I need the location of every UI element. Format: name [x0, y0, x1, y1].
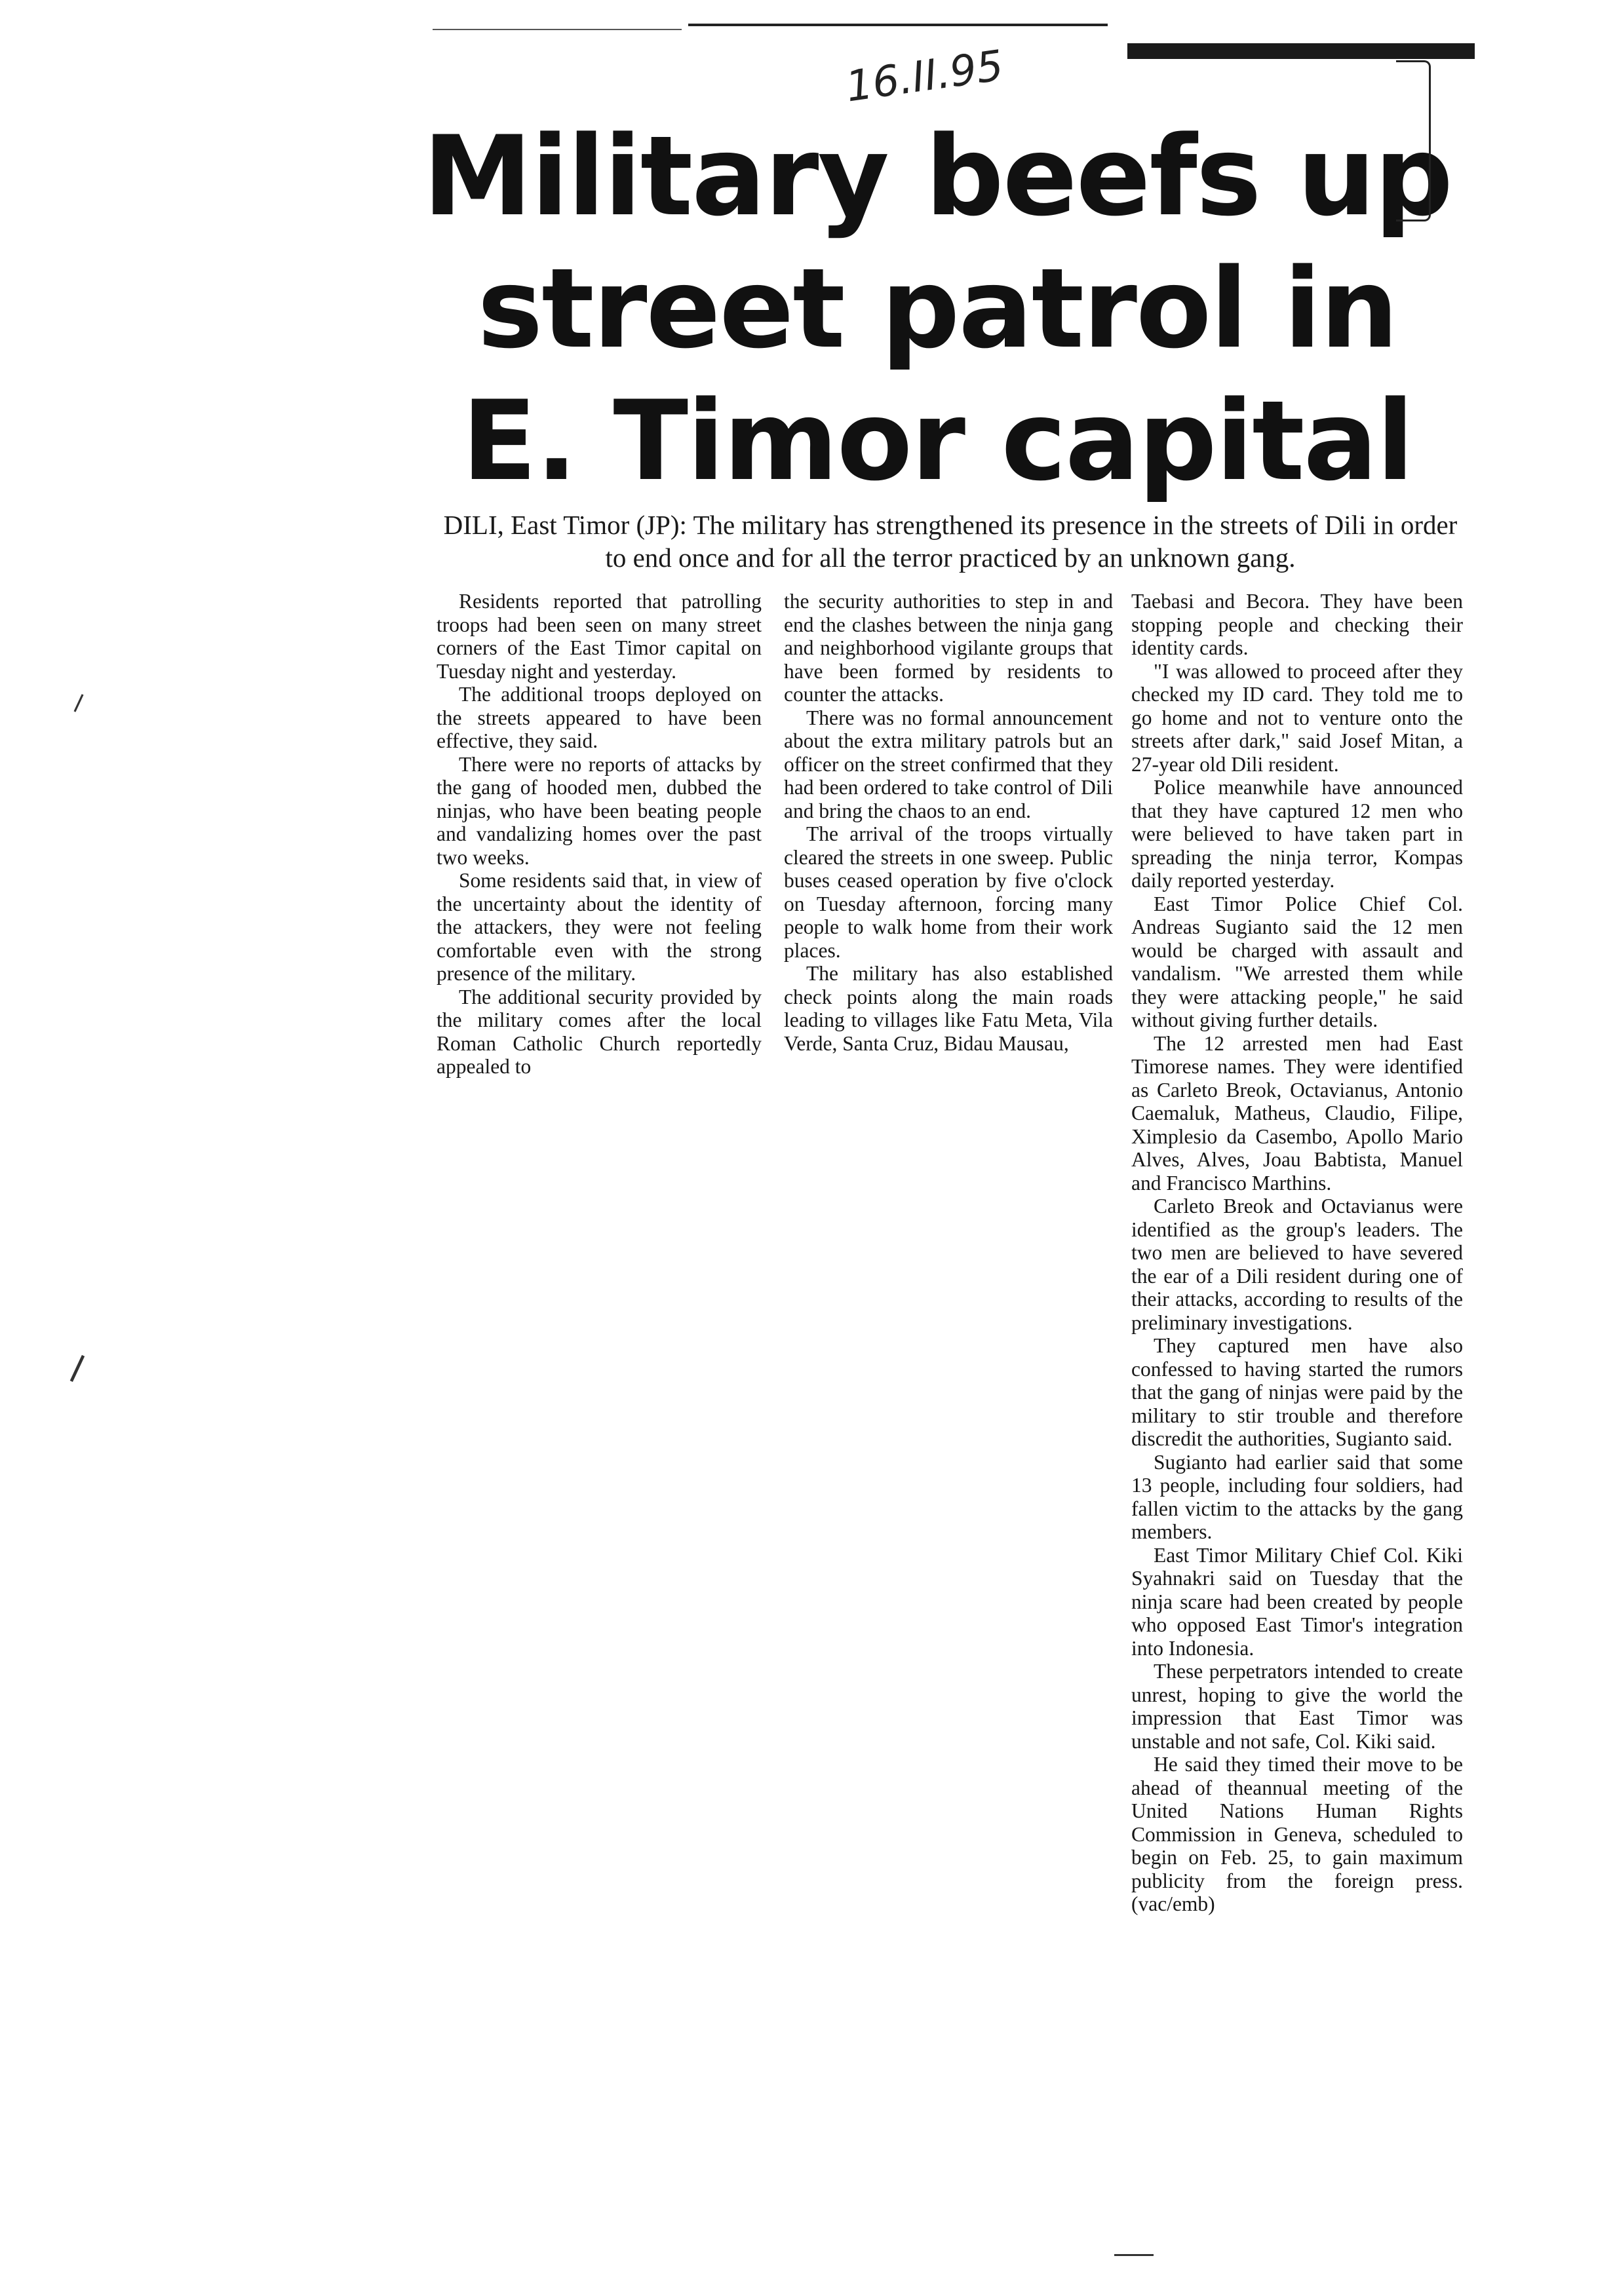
paragraph: Police meanwhile have announced that they have captured 12 men who were believed to have taken part in spreading the ninja terror, Kompas daily reported yesterday.: [1131, 776, 1463, 892]
headline-line-3: E. Timor capital: [461, 377, 1413, 505]
headline: [419, 110, 1455, 507]
paragraph: The arrival of the troops virtually cleared the streets in one sweep. Public buses ceased operation by five o'clock on Tuesday afternoon, forcing many people to walk home from their work places.: [784, 822, 1113, 962]
paragraph: Carleto Breok and Octavianus were identified as the group's leaders. The two men are believed to have severed the ear of a Dili resident during one of their attacks, according to results of the preliminary investigations.: [1131, 1195, 1463, 1334]
paragraph: These perpetrators intended to create unrest, hoping to give the world the impression that East Timor was unstable and not safe, Col. Kiki said.: [1131, 1660, 1463, 1753]
paragraph: The additional troops deployed on the streets appeared to have been effective, they said.: [437, 683, 762, 752]
paragraph: East Timor Police Chief Col. Andreas Sugianto said the 12 men would be charged with assault and vandalism. "We arrested them while they were attacking people," he said without giving further details.: [1131, 892, 1463, 1031]
paragraph: Taebasi and Becora. They have been stopping people and checking their identity cards.: [1131, 590, 1463, 659]
headline-line-2: street patrol in: [477, 244, 1397, 373]
article-column-2: [784, 590, 1113, 1055]
paragraph: There were no reports of attacks by the gang of hooded men, dubbed the ninjas, who have been beating people and vandalizing homes over the past two weeks.: [437, 752, 762, 869]
article-end-rule: [1114, 2254, 1154, 2256]
lead-paragraph: DILI, East Timor (JP): The military has strengthened its presence in the streets of Dili in order to end once and for all the terror practiced by an unknown gang.: [443, 510, 1458, 573]
paragraph: There was no formal announcement about the extra military patrols but an officer on the street confirmed that they had been ordered to take control of Dili and bring the chaos to an end.: [784, 706, 1113, 822]
header-rule: [688, 24, 1108, 26]
paragraph: the security authorities to step in and end the clashes between the ninja gang and neighborhood vigilante groups that have been formed by residents to counter the attacks.: [784, 590, 1113, 706]
paragraph: They captured men have also confessed to having started the rumors that the gang of ninjas were paid by the military to stir trouble and therefore discredit the authorities, Sugianto said.: [1131, 1334, 1463, 1450]
paragraph: Sugianto had earlier said that some 13 people, including four soldiers, had fallen victim to the attacks by the gang members.: [1131, 1450, 1463, 1543]
header-rule-block: [1127, 43, 1475, 59]
paragraph: He said they timed their move to be ahead of theannual meeting of the United Nations Human Rights Commission in Geneva, scheduled to begin on Feb. 25, to gain maximum publicity from the foreign press. (vac/emb): [1131, 1753, 1463, 1915]
paragraph: Residents reported that patrolling troops had been seen on many street corners of the East Timor capital on Tuesday night and yesterday.: [437, 590, 762, 683]
paragraph: Some residents said that, in view of the uncertainty about the identity of the attackers, they were not feeling comfortable even with the strong presence of the military.: [437, 869, 762, 985]
paragraph: The 12 arrested men had East Timorese names. They were identified as Carleto Breok, Octavianus, Antonio Caemaluk, Matheus, Claudio, Filipe, Ximplesio da Casembo, Apollo Mario Alves, Alves, Joau Babtista, Manuel and Francisco Marthins.: [1131, 1031, 1463, 1195]
margin-pen-mark: ⸍: [55, 1341, 107, 1417]
headline-line-1: Military beefs up: [422, 112, 1452, 240]
handwritten-date: 16.II.95: [843, 41, 1007, 112]
paragraph: "I was allowed to proceed after they checked my ID card. They told me to go home and not to venture onto the streets after dark," said Josef Mitan, a 27-year old Dili resident.: [1131, 659, 1463, 776]
paragraph: The military has also established check points along the main roads leading to villages like Fatu Meta, Vila Verde, Santa Cruz, Bidau Mausau,: [784, 962, 1113, 1055]
paragraph: East Timor Military Chief Col. Kiki Syahnakri said on Tuesday that the ninja scare had been created by people who opposed East Timor's integration into Indonesia.: [1131, 1543, 1463, 1660]
article-column-1: [437, 590, 762, 1079]
header-rule-thin: [433, 29, 682, 30]
headline-bracket-mark: [1396, 60, 1431, 221]
paragraph: The additional security provided by the military comes after the local Roman Catholic Church reportedly appealed to: [437, 985, 762, 1078]
margin-pen-mark: ⸍: [64, 685, 99, 735]
article-column-3: [1131, 590, 1463, 1916]
